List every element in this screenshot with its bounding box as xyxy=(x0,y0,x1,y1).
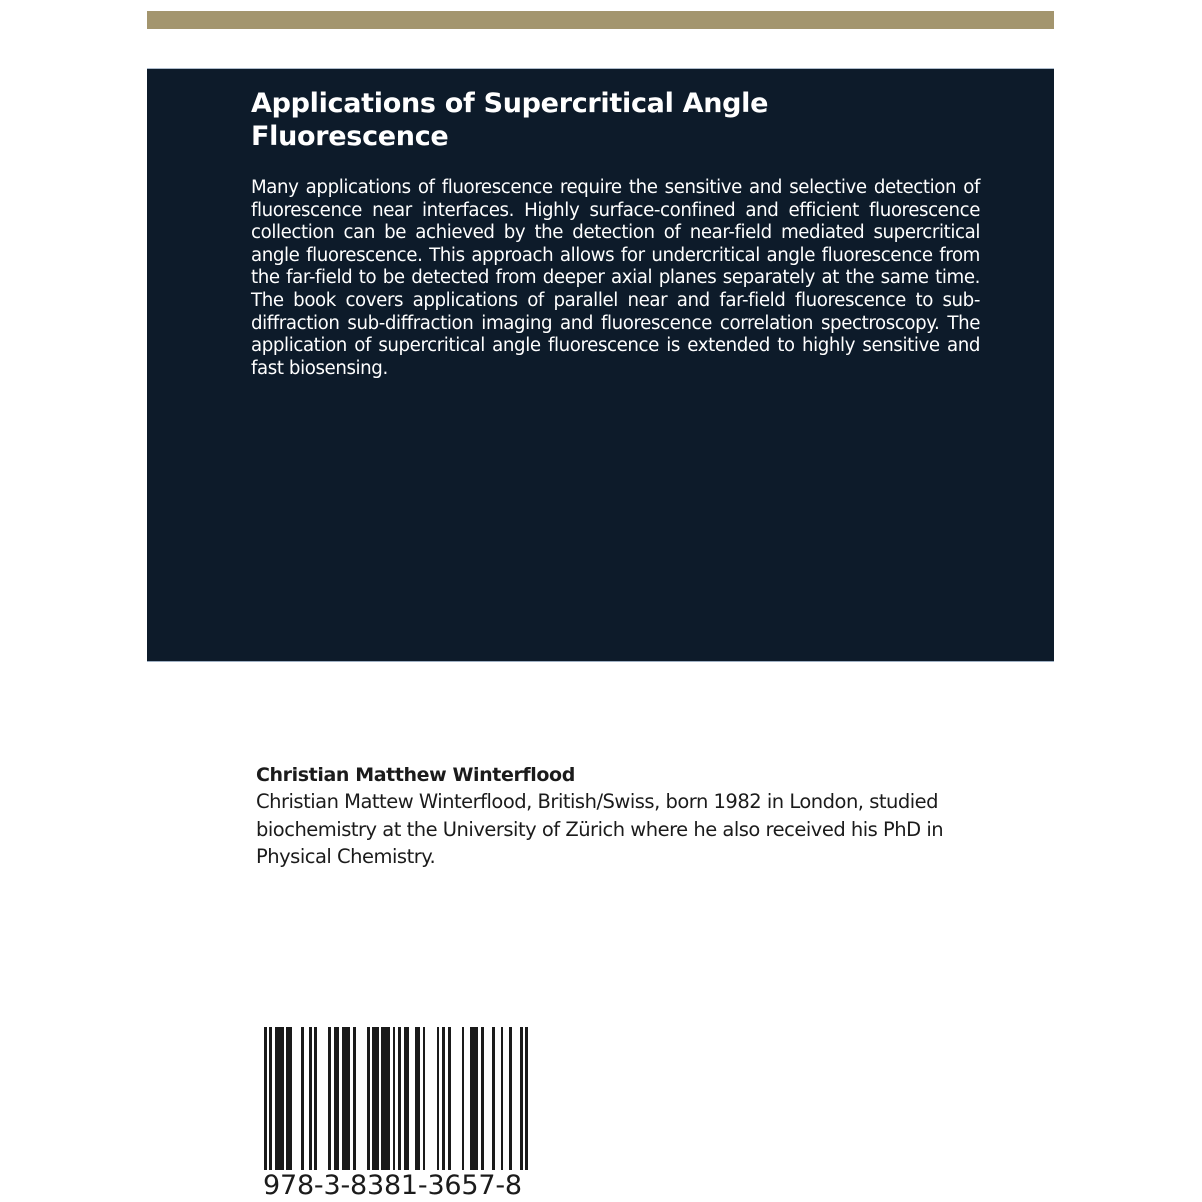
barcode-bar xyxy=(448,1027,451,1170)
barcode-bar xyxy=(501,1027,503,1170)
barcode-bar xyxy=(509,1027,512,1170)
barcode-bar xyxy=(393,1027,395,1170)
barcode-bar xyxy=(481,1027,484,1170)
isbn-barcode xyxy=(262,1027,532,1172)
barcode-bar xyxy=(470,1027,478,1170)
barcode-bar xyxy=(372,1027,379,1170)
barcode-bar xyxy=(264,1027,267,1170)
barcode-bar xyxy=(269,1027,272,1170)
book-blurb: Many applications of fluorescence require the sensitive and selective detection of fluorescence near interfaces. Highly surface-confined and efficient fluorescence collection can be achieved by the detection of near-field mediated supercritical angle fluorescence. This approach allows for undercritical angle fluorescence from the far-field to be detected from deeper axial planes separately at the same time. The book covers applications of parallel near and far-field fluorescence to sub-diffraction sub-diffraction imaging and fluorescence correlation spectroscopy. The application of supercritical angle fluorescence is extended to highly sensitive and fast biosensing. xyxy=(251,177,980,379)
barcode-bar xyxy=(462,1027,464,1170)
barcode-bar xyxy=(442,1027,445,1170)
barcode-bar xyxy=(381,1027,390,1170)
barcode-bar xyxy=(437,1027,439,1170)
barcode-bar xyxy=(404,1027,409,1170)
barcode-bar xyxy=(415,1027,420,1170)
book-title: Applications of Supercritical Angle Fluorescence xyxy=(251,88,769,152)
barcode-bar xyxy=(492,1027,495,1170)
author-section xyxy=(256,762,996,871)
barcode-bar xyxy=(520,1027,523,1170)
barcode-bar xyxy=(314,1027,317,1170)
barcode-bar xyxy=(301,1027,304,1170)
barcode-bar xyxy=(342,1027,350,1170)
barcode-bar xyxy=(398,1027,401,1170)
barcode-bar xyxy=(334,1027,339,1170)
barcode-bar xyxy=(275,1027,284,1170)
barcode-bar xyxy=(353,1027,356,1170)
isbn-number: 978-3-8381-3657-8 xyxy=(263,1170,522,1201)
barcode-bar xyxy=(286,1027,292,1170)
author-bio: Christian Mattew Winterflood, British/Swiss, born 1982 in London, studied biochemistry at the University of Zürich where he also received his PhD in Physical Chemistry. xyxy=(256,790,944,868)
author-name: Christian Matthew Winterflood xyxy=(256,764,575,786)
barcode-bar xyxy=(423,1027,425,1170)
accent-bar xyxy=(147,11,1054,29)
blurb-panel xyxy=(147,68,1054,662)
barcode-bar xyxy=(525,1027,528,1170)
barcode-bar xyxy=(309,1027,312,1170)
barcode-bar xyxy=(367,1027,370,1170)
barcode-bar xyxy=(328,1027,331,1170)
